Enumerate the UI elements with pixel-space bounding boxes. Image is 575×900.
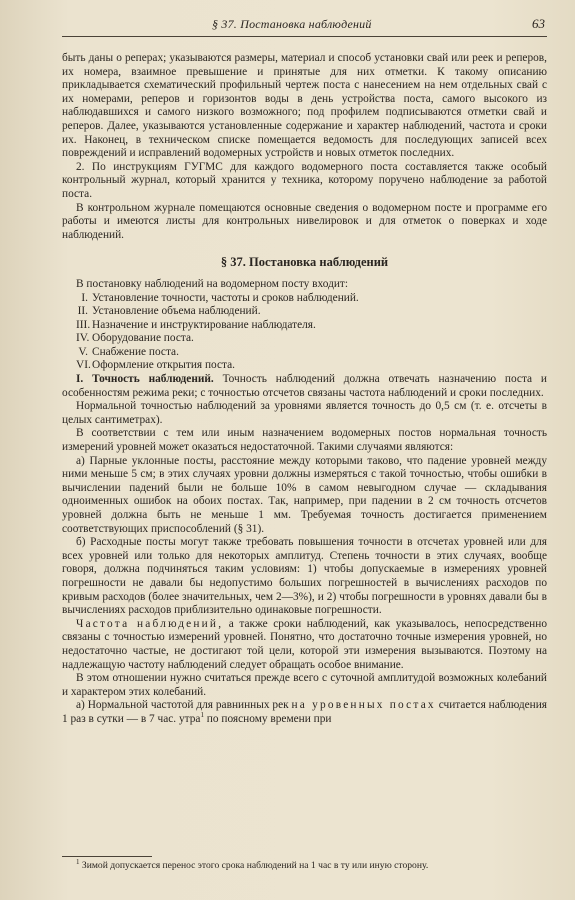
- list-item: V. Снабжение поста.: [78, 345, 179, 358]
- frequency-term: Частота наблюдений,: [76, 617, 224, 630]
- paragraph-case-a: а) Парные уклонные посты, расстояние между которыми таково, что падение уровней между ними меньше 5 см; в этих случаях уровни должны измеряться с такой точностью, чтобы ошибки в вычислении падений были не больше 10% в самом невыгодном случае — складывания одноименных ошибок на обоих постах. Так, например, при падении в 2 см точность отсчетов уровней должна быть не меньше 1 мм. Требуемая точность достигается применением соответствующих приспособлений (§ 31).: [62, 454, 547, 535]
- running-head-title: § 37. Постановка наблюдений: [212, 17, 372, 31]
- accuracy-title: I. Точность наблюдений.: [76, 373, 214, 386]
- section-lead: В постановку наблюдений на водомерном посту входит:: [76, 277, 349, 290]
- paragraph-intro-2: 2. По инструкциям ГУГМС для каждого водомерного поста составляется также особый контрольный журнал, который хранится у техника, которому поручено наблюдение за работой поста.: [62, 160, 547, 200]
- paragraph-accuracy: I. Точность наблюдений. Точность наблюдений должна отвечать назначению поста и особенностям режима реки; с точностью отсчетов связаны частота наблюдений и сроки последних.: [62, 373, 547, 399]
- observation-steps-list: [76, 292, 547, 374]
- list-item: II. Установление объема наблюдений.: [77, 305, 261, 318]
- page-body: [62, 52, 547, 727]
- paragraph-case-b: б) Расходные посты могут также требовать повышения точности в отсчетах уровней или для всех уровней или только для некоторых амплитуд. Степень точности в этих случаях, вообще говоря, должна подчиняться таким условиям: 1) чтобы допускаемые в измерениях уровней погрешности не давали бы недопустимо больших погрешностей в вычислениях расходов по кривым расходов (более значительных, чем 2—3%), и 2) чтобы погрешности в уровнях давали бы в вычислениях расходов приблизительно одинаковые погрешности.: [62, 536, 547, 617]
- paragraph-daily-amplitude: В этом отношении нужно считаться прежде всего с суточной амплитудой возможных колебаний и характером этих колебаний.: [62, 672, 547, 698]
- list-item: III. Назначение и инструктирование наблюдателя.: [76, 318, 316, 331]
- running-head: [62, 14, 547, 37]
- footnote: $^1$ Зимой допускается перенос этого срока наблюдений на 1 час в ту или иную сторону.: [76, 857, 429, 871]
- section-heading: § 37. Постановка наблюдений: [220, 255, 389, 270]
- paragraph-normal-accuracy: Нормальной точностью наблюдений за уровнями является точность до 0,5 см (т. е. отсчеты в целых сантиметрах).: [62, 400, 547, 426]
- list-item: VI.Оформление открытия поста.: [76, 359, 235, 372]
- page-number: 63: [532, 16, 545, 31]
- paragraph-plain-rivers: а) Нормальной частотой для равнинных рек на уровенных постах считается наблюдения 1 раз в сутки — в 7 час. утра$^1$ по поясному времени при: [62, 699, 547, 725]
- paragraph-intro-1: быть даны о реперах; указываются размеры, материал и способ установки свай или реек и реперов, их номера, взаимное превышение и принятые для них отметки. К такому описанию прикладывается схематический профильный чертеж поста с нанесением на нем отдельных свай с их номерами, реперов и горизонтов воды в день устройства поста, самого высокого из наблюдавшихся и самого низкого возможного; под профилем подписываются отметки свай и реперов. Далее, указываются установленные содержание и характер наблюдений, частота и сроки их. Наконец, в техническом списке помещается ведомость для последующих записей всех повреждений и исправлений водомерных устройств и новых отметок последних.: [62, 52, 547, 160]
- paragraph-purpose: В соответствии с тем или иным назначением водомерных постов нормальная точность измерений уровней может оказаться недостаточной. Такими случаями являются:: [62, 427, 547, 454]
- list-item: I. Установление точности, частоты и сроков наблюдений.: [81, 291, 359, 304]
- paragraph-frequency: Частота наблюдений, а также сроки наблюдений, как указывалось, непосредственно связаны с точностью измерений уровней. Понятно, что достаточно точные измерения уровней, но недостаточно частые, не достигают той цели, которой эти измерения вызываются. Поэтому на надлежащую частоту наблюдений следует обращать особое внимание.: [62, 617, 547, 671]
- list-item: IV. Оборудование поста.: [76, 332, 194, 345]
- paragraph-intro-3: В контрольном журнале помещаются основные сведения о водомерном посте и программе его работы и имеются листы для контрольных нивелировок и для отметок о поверках и ходе наблюдений.: [62, 201, 547, 241]
- footnote-ref: 1: [200, 711, 204, 720]
